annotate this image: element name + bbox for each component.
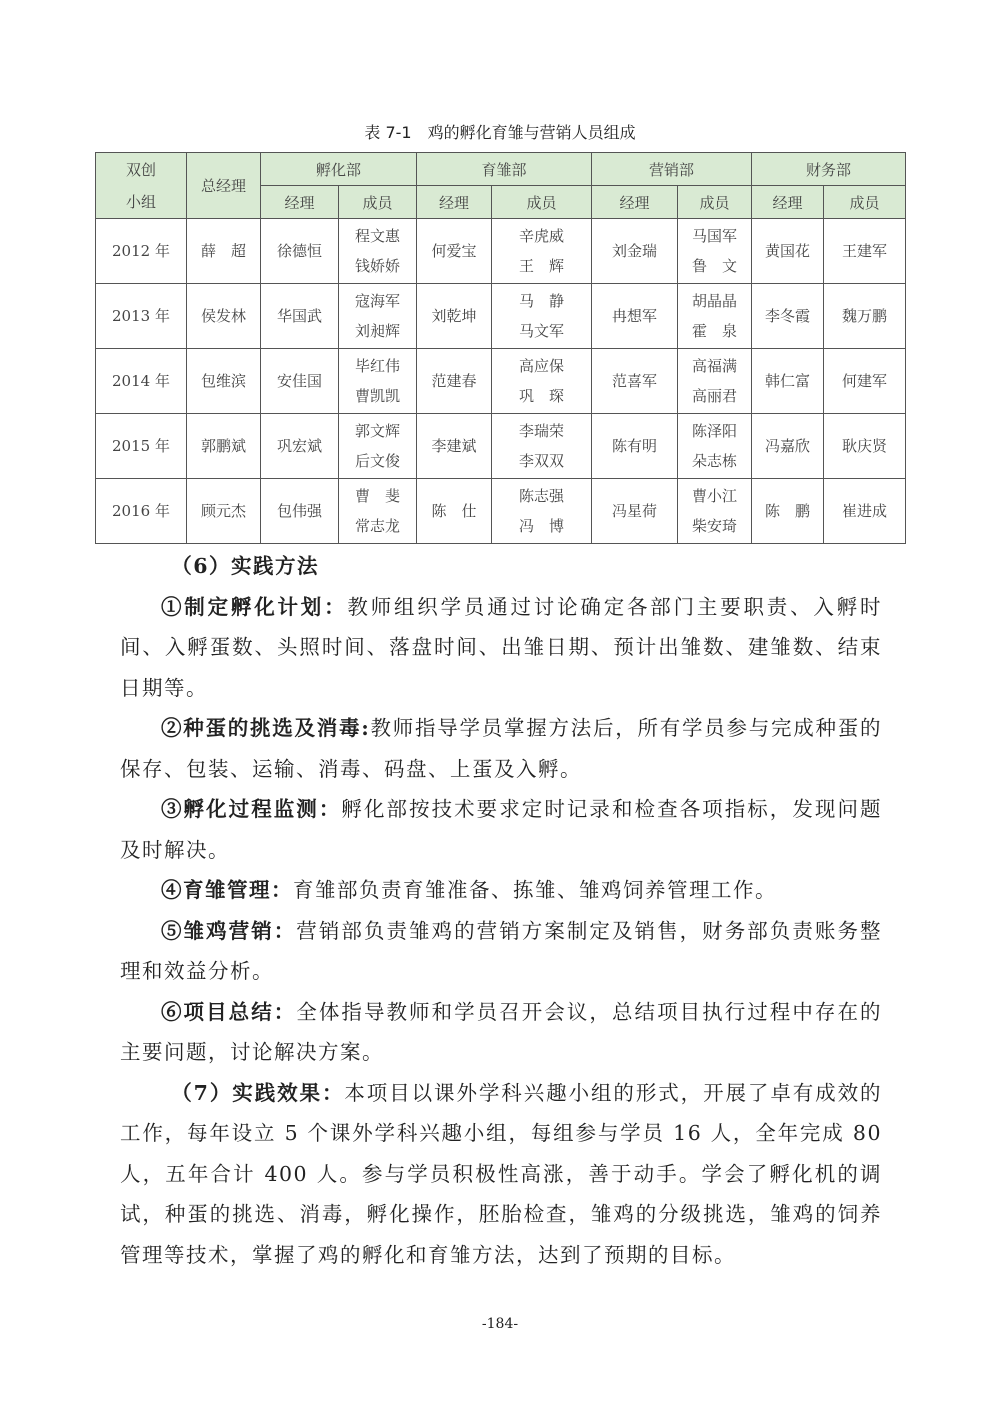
header-dept: 育雏部 (417, 153, 592, 186)
method-title: ①制定孵化计划： (161, 594, 348, 619)
person-name: 程文惠 (355, 227, 401, 245)
method-item (120, 992, 882, 1073)
table-cell (492, 479, 592, 544)
header-members: 成员 (339, 186, 417, 219)
person-name: 刘金瑞 (612, 242, 658, 260)
table-cell (96, 414, 187, 479)
method-text: 育雏部负责育雏准备、拣雏、雏鸡饲养管理工作。 (293, 878, 777, 902)
table-cell (261, 349, 339, 414)
method-text: 营销部负责雏鸡的营销方案制定及销售，财务部负责账务整理和效益分析。 (120, 918, 883, 983)
method-text: 全体指导教师和学员召开会议，总结项目执行过程中存在的主要问题，讨论解决方案。 (120, 999, 883, 1064)
person-name: 黄国花 (765, 242, 811, 260)
person-name: 范建春 (431, 372, 477, 390)
person-name: 朵志栋 (692, 452, 738, 470)
section-6-heading: （6）实践方法 (171, 554, 320, 578)
person-name: 高丽君 (692, 387, 738, 405)
person-name: 王建军 (842, 242, 888, 260)
method-item (120, 870, 882, 911)
table-cell (752, 219, 824, 284)
table-row (96, 284, 906, 349)
method-title: ②种蛋的挑选及消毒: (161, 716, 371, 740)
person-name: 后文俊 (355, 452, 401, 470)
person-name: 魏万鹏 (842, 307, 888, 325)
staff-table (95, 152, 906, 544)
table-cell (187, 349, 261, 414)
table-cell (678, 479, 752, 544)
person-name: 李双双 (519, 452, 565, 470)
header-gm: 总经理 (187, 153, 261, 219)
header-dept: 财务部 (752, 153, 906, 186)
method-text: 教师组织学员通过讨论确定各部门主要职责、入孵时间、入孵蛋数、头照时间、落盘时间、出雏日期、预计出雏数、建雏数、结束日期等。 (120, 594, 883, 700)
body-text (120, 546, 882, 1275)
person-name: 辛虎威 (519, 227, 565, 245)
table-cell (752, 414, 824, 479)
header-dept: 营销部 (592, 153, 752, 186)
table-row (96, 219, 906, 284)
header-members: 成员 (824, 186, 906, 219)
header-manager: 经理 (261, 186, 339, 219)
person-name: 毕红伟 (355, 357, 401, 375)
header-manager: 经理 (417, 186, 492, 219)
person-name: 高应保 (519, 357, 565, 375)
person-name: 巩 琛 (519, 387, 565, 405)
section-7-heading: （7）实践效果： (171, 1080, 345, 1105)
table-cell (96, 349, 187, 414)
person-name: 钱娇娇 (355, 257, 401, 275)
header-group: 双创小组 (96, 153, 187, 219)
person-name: 陈泽阳 (692, 422, 738, 440)
person-name: 鲁 文 (692, 257, 738, 275)
method-item (120, 708, 882, 789)
header-manager: 经理 (592, 186, 678, 219)
year: 2015 年 (112, 437, 170, 455)
person-name: 胡晶晶 (692, 292, 738, 310)
table-cell (492, 284, 592, 349)
header-dept: 孵化部 (261, 153, 417, 186)
table-cell (592, 349, 678, 414)
header-members: 成员 (678, 186, 752, 219)
year: 2014 年 (112, 372, 170, 390)
table-cell (824, 414, 906, 479)
page-number: -184- (481, 1316, 519, 1332)
year: 2012 年 (112, 242, 170, 260)
person-name: 郭文辉 (355, 422, 401, 440)
table-cell (752, 479, 824, 544)
table-cell (417, 284, 492, 349)
method-title: ⑥项目总结： (161, 999, 297, 1024)
person-name: 李瑞荣 (519, 422, 565, 440)
person-name: 刘乾坤 (431, 307, 477, 325)
method-item (120, 789, 882, 870)
person-name: 崔进成 (842, 502, 888, 520)
header-manager: 经理 (752, 186, 824, 219)
person-name: 陈有明 (612, 437, 658, 455)
table-caption: 表 7-1 鸡的孵化育雏与营销人员组成 (364, 123, 636, 142)
table-cell (261, 219, 339, 284)
person-name: 冯 博 (519, 517, 565, 535)
method-text: 孵化部按技术要求定时记录和检查各项指标，发现问题及时解决。 (120, 797, 883, 862)
person-name: 冯嘉欣 (765, 437, 811, 455)
person-name: 安佳国 (276, 372, 322, 390)
table-cell (492, 349, 592, 414)
table-cell (339, 284, 417, 349)
method-item (120, 911, 882, 992)
header-members: 成员 (492, 186, 592, 219)
person-name: 李建斌 (431, 437, 477, 455)
person-name: 范喜军 (612, 372, 658, 390)
table-cell (592, 479, 678, 544)
person-name: 顾元杰 (200, 502, 246, 520)
table-cell (824, 349, 906, 414)
table-cell (417, 219, 492, 284)
person-name: 马国军 (692, 227, 738, 245)
table-cell (187, 219, 261, 284)
person-name: 寇海军 (355, 292, 401, 310)
table-cell (96, 479, 187, 544)
person-name: 陈 鹏 (765, 502, 811, 520)
table-cell (592, 414, 678, 479)
person-name: 柴安琦 (692, 517, 738, 535)
table-cell (492, 414, 592, 479)
person-name: 侯发林 (200, 307, 246, 325)
person-name: 韩仁富 (765, 372, 811, 390)
table-cell (187, 414, 261, 479)
person-name: 曹凯凯 (355, 387, 401, 405)
table-cell (261, 284, 339, 349)
table-cell (678, 414, 752, 479)
person-name: 薛 超 (200, 242, 246, 260)
section-7-text: 本项目以课外学科兴趣小组的形式，开展了卓有成效的工作，每年设立 5 个课外学科兴趣小组，每组参与学员 16 人，全年完成 80 人，五年合计 400 人。参与学员积极性高涨，善于动手。学会了孵化机的调试，种蛋的挑选、消毒，孵化操作，胚胎检查，雏鸡的分级挑选，雏鸡的饲养管理等技术，掌握了鸡的孵化和育雏方法，达到了预期的目标。 (120, 1080, 883, 1267)
person-name: 包维滨 (200, 372, 246, 390)
person-name: 何爱宝 (431, 242, 477, 260)
person-name: 陈 仕 (431, 502, 477, 520)
table-cell (824, 219, 906, 284)
person-name: 刘昶辉 (355, 322, 401, 340)
table-cell (261, 479, 339, 544)
table-cell (339, 219, 417, 284)
table-row (96, 414, 906, 479)
person-name: 冯星荷 (612, 502, 658, 520)
table-cell (339, 414, 417, 479)
person-name: 冉想军 (612, 307, 658, 325)
person-name: 李冬霞 (765, 307, 811, 325)
table-cell (417, 349, 492, 414)
person-name: 陈志强 (519, 487, 565, 505)
table-cell (678, 284, 752, 349)
table-cell (261, 414, 339, 479)
person-name: 常志龙 (355, 517, 401, 535)
table-cell (678, 219, 752, 284)
table-cell (678, 349, 752, 414)
table-cell (96, 284, 187, 349)
person-name: 曹 斐 (355, 487, 401, 505)
table-cell (417, 414, 492, 479)
person-name: 耿庆贤 (842, 437, 888, 455)
person-name: 马文军 (519, 322, 565, 340)
person-name: 曹小江 (692, 487, 738, 505)
person-name: 高福满 (692, 357, 738, 375)
table-cell (824, 284, 906, 349)
table-cell (492, 219, 592, 284)
method-title: ③孵化过程监测： (161, 797, 342, 821)
year: 2013 年 (112, 307, 170, 325)
person-name: 包伟强 (276, 502, 322, 520)
year: 2016 年 (112, 502, 170, 520)
method-title: ④育雏管理： (161, 878, 293, 902)
table-cell (592, 219, 678, 284)
table-cell (752, 349, 824, 414)
table-cell (592, 284, 678, 349)
method-title: ⑤雏鸡营销： (161, 918, 297, 943)
table-cell (187, 284, 261, 349)
table-cell (339, 479, 417, 544)
method-item (120, 587, 882, 709)
table-row (96, 479, 906, 544)
person-name: 华国武 (276, 307, 322, 325)
table-row (96, 349, 906, 414)
table-cell (417, 479, 492, 544)
table-cell (187, 479, 261, 544)
person-name: 霍 泉 (692, 322, 738, 340)
table-cell (752, 284, 824, 349)
person-name: 徐德恒 (276, 242, 322, 260)
method-text: 教师指导学员掌握方法后，所有学员参与完成种蛋的保存、包装、运输、消毒、码盘、上蛋及入孵。 (120, 716, 882, 781)
person-name: 巩宏斌 (276, 437, 322, 455)
person-name: 何建军 (842, 372, 888, 390)
table-cell (824, 479, 906, 544)
person-name: 马 静 (519, 292, 565, 310)
table-cell (96, 219, 187, 284)
person-name: 王 辉 (519, 257, 565, 275)
table-cell (339, 349, 417, 414)
person-name: 郭鹏斌 (200, 437, 246, 455)
